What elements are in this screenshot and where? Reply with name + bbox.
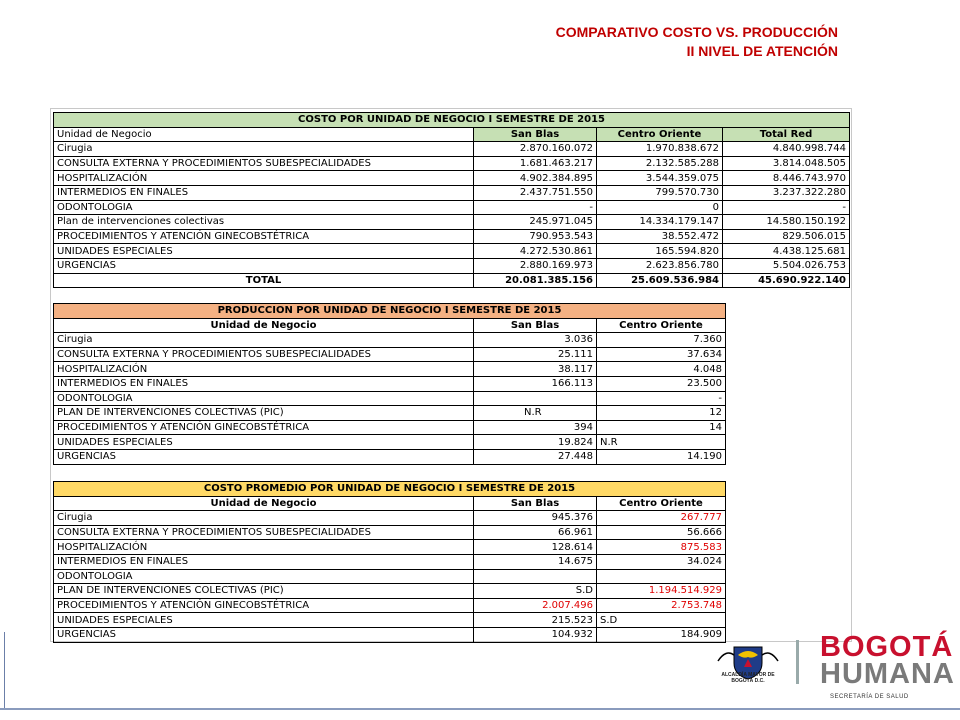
unit-cell: PROCEDIMIENTOS Y ATENCIÓN GINECOBSTÉTRICA — [54, 420, 474, 435]
san-blas-cell: - — [474, 200, 597, 215]
san-blas-cell — [474, 569, 597, 584]
table-row — [54, 569, 726, 584]
total-red-cell: 5.504.026.753 — [723, 258, 850, 273]
table-row — [54, 171, 850, 186]
total-red-cell: 4.438.125.681 — [723, 244, 850, 259]
unit-cell: ODONTOLOGIA — [54, 391, 474, 406]
total-red-cell: - — [723, 200, 850, 215]
san-blas-cell: 215.523 — [474, 613, 597, 628]
unit-cell: URGENCIAS — [54, 258, 474, 273]
centro-oriente-cell: 2.753.748 — [597, 598, 726, 613]
centro-oriente-cell: 267.777 — [597, 511, 726, 526]
table-row — [54, 435, 726, 450]
logo-divider — [796, 640, 799, 684]
unit-cell: CONSULTA EXTERNA Y PROCEDIMIENTOS SUBESPECIALIDADES — [54, 347, 474, 362]
san-blas-cell: 128.614 — [474, 540, 597, 555]
centro-oriente-cell: 34.024 — [597, 554, 726, 569]
produccion-table-title: PRODUCCION POR UNIDAD DE NEGOCIO I SEMESTRE DE 2015 — [54, 304, 726, 319]
san-blas-cell: 945.376 — [474, 511, 597, 526]
total-red-cell: 8.446.743.970 — [723, 171, 850, 186]
unit-cell: Cirugia — [54, 333, 474, 348]
table-row — [54, 258, 850, 273]
unit-cell: Plan de intervenciones colectivas — [54, 215, 474, 230]
total-red-cell: 14.580.150.192 — [723, 215, 850, 230]
san-blas-cell: 2.870.160.072 — [474, 142, 597, 157]
san-blas-cell: 2.437.751.550 — [474, 185, 597, 200]
table-row — [54, 200, 850, 215]
costo-table — [53, 112, 850, 288]
page-title: COMPARATIVO COSTO VS. PRODUCCIÓN — [555, 24, 838, 40]
table-row — [54, 142, 850, 157]
table-row — [54, 391, 726, 406]
centro-oriente-cell: 165.594.820 — [597, 244, 723, 259]
column-header-unit: Unidad de Negocio — [54, 318, 474, 333]
centro-oriente-cell: 1.970.838.672 — [597, 142, 723, 157]
san-blas-cell: 2.880.169.973 — [474, 258, 597, 273]
total-row — [54, 273, 850, 288]
centro-oriente-cell: 184.909 — [597, 627, 726, 642]
table-row — [54, 362, 726, 377]
san-blas-cell: 27.448 — [474, 449, 597, 464]
san-blas-cell: 66.961 — [474, 525, 597, 540]
total-red: 45.690.922.140 — [723, 273, 850, 288]
san-blas-cell: 1.681.463.217 — [474, 156, 597, 171]
centro-oriente-cell: 14.190 — [597, 449, 726, 464]
centro-oriente-cell: 2.623.856.780 — [597, 258, 723, 273]
table-row — [54, 244, 850, 259]
centro-oriente-cell: 37.634 — [597, 347, 726, 362]
unit-cell: HOSPITALIZACIÓN — [54, 171, 474, 186]
unit-cell: PLAN DE INTERVENCIONES COLECTIVAS (PIC) — [54, 584, 474, 599]
centro-oriente-cell: 875.583 — [597, 540, 726, 555]
costo-table-title: COSTO POR UNIDAD DE NEGOCIO I SEMESTRE DE 2015 — [54, 113, 850, 128]
left-border-line — [4, 632, 5, 708]
san-blas-cell: 394 — [474, 420, 597, 435]
table-row — [54, 156, 850, 171]
unit-cell: PROCEDIMIENTOS Y ATENCIÓN GINECOBSTÉTRICA — [54, 229, 474, 244]
column-header-centro-oriente: Centro Oriente — [597, 127, 723, 142]
san-blas-cell: 104.932 — [474, 627, 597, 642]
unit-cell: PROCEDIMIENTOS Y ATENCIÓN GINECOBSTÉTRICA — [54, 598, 474, 613]
total-red-cell: 4.840.998.744 — [723, 142, 850, 157]
total-centro-oriente: 25.609.536.984 — [597, 273, 723, 288]
centro-oriente-cell: - — [597, 391, 726, 406]
column-header-unit: Unidad de Negocio — [54, 496, 474, 511]
unit-cell: INTERMEDIOS EN FINALES — [54, 376, 474, 391]
centro-oriente-cell: 38.552.472 — [597, 229, 723, 244]
unit-cell: ODONTOLOGIA — [54, 569, 474, 584]
table-row — [54, 511, 726, 526]
san-blas-cell: 3.036 — [474, 333, 597, 348]
table-row — [54, 540, 726, 555]
centro-oriente-cell: 7.360 — [597, 333, 726, 348]
centro-oriente-cell: 799.570.730 — [597, 185, 723, 200]
unit-cell: PLAN DE INTERVENCIONES COLECTIVAS (PIC) — [54, 406, 474, 421]
san-blas-cell: 19.824 — [474, 435, 597, 450]
table-row — [54, 333, 726, 348]
centro-oriente-cell: 23.500 — [597, 376, 726, 391]
unit-cell: UNIDADES ESPECIALES — [54, 613, 474, 628]
san-blas-cell: 245.971.045 — [474, 215, 597, 230]
total-red-cell: 3.237.322.280 — [723, 185, 850, 200]
unit-cell: Cirugia — [54, 511, 474, 526]
san-blas-cell: N.R — [474, 406, 597, 421]
san-blas-cell — [474, 391, 597, 406]
centro-oriente-cell: 2.132.585.288 — [597, 156, 723, 171]
brand-bogota: BOGOTÁ — [820, 631, 954, 663]
unit-cell: HOSPITALIZACIÓN — [54, 540, 474, 555]
centro-oriente-cell: 0 — [597, 200, 723, 215]
centro-oriente-cell: 14.334.179.147 — [597, 215, 723, 230]
table-row — [54, 525, 726, 540]
table-row — [54, 613, 726, 628]
unit-cell: HOSPITALIZACIÓN — [54, 362, 474, 377]
costo-table-body — [54, 113, 850, 288]
san-blas-cell: 38.117 — [474, 362, 597, 377]
table-row — [54, 449, 726, 464]
centro-oriente-cell: 12 — [597, 406, 726, 421]
unit-cell: CONSULTA EXTERNA Y PROCEDIMIENTOS SUBESPECIALIDADES — [54, 525, 474, 540]
produccion-table — [53, 303, 726, 465]
table-row — [54, 215, 850, 230]
column-header-san-blas: San Blas — [474, 496, 597, 511]
costo-promedio-table — [53, 481, 726, 643]
san-blas-cell: 2.007.496 — [474, 598, 597, 613]
produccion-table-body — [54, 304, 726, 465]
table-row — [54, 627, 726, 642]
unit-cell: UNIDADES ESPECIALES — [54, 244, 474, 259]
column-header-total-red: Total Red — [723, 127, 850, 142]
table-row — [54, 554, 726, 569]
san-blas-cell: S.D — [474, 584, 597, 599]
column-header-centro-oriente: Centro Oriente — [597, 318, 726, 333]
san-blas-cell: 166.113 — [474, 376, 597, 391]
san-blas-cell: 25.111 — [474, 347, 597, 362]
unit-cell: INTERMEDIOS EN FINALES — [54, 554, 474, 569]
table-row — [54, 406, 726, 421]
unit-cell: URGENCIAS — [54, 627, 474, 642]
total-san-blas: 20.081.385.156 — [474, 273, 597, 288]
centro-oriente-cell — [597, 569, 726, 584]
bottom-border-line — [0, 708, 960, 710]
table-row — [54, 420, 726, 435]
san-blas-cell: 4.272.530.861 — [474, 244, 597, 259]
centro-oriente-cell: S.D — [597, 613, 726, 628]
centro-oriente-cell: 3.544.359.075 — [597, 171, 723, 186]
table-row — [54, 229, 850, 244]
secretaria-label: SECRETARÍA DE SALUD — [830, 694, 909, 700]
column-header-centro-oriente: Centro Oriente — [597, 496, 726, 511]
unit-cell: CONSULTA EXTERNA Y PROCEDIMIENTOS SUBESPECIALIDADES — [54, 156, 474, 171]
total-red-cell: 3.814.048.505 — [723, 156, 850, 171]
table-row — [54, 598, 726, 613]
centro-oriente-cell: 14 — [597, 420, 726, 435]
table-row — [54, 185, 850, 200]
san-blas-cell: 4.902.384.895 — [474, 171, 597, 186]
san-blas-cell: 14.675 — [474, 554, 597, 569]
unit-cell: INTERMEDIOS EN FINALES — [54, 185, 474, 200]
unit-cell: ODONTOLOGIA — [54, 200, 474, 215]
table-row — [54, 347, 726, 362]
centro-oriente-cell: N.R — [597, 435, 726, 450]
column-header-san-blas: San Blas — [474, 318, 597, 333]
alcaldia-label: ALCALDÍA MAYOR DE BOGOTÁ D.C. — [721, 672, 775, 684]
total-red-cell: 829.506.015 — [723, 229, 850, 244]
table-row — [54, 376, 726, 391]
brand-humana: HUMANA — [820, 658, 955, 690]
table-row — [54, 584, 726, 599]
centro-oriente-cell: 4.048 — [597, 362, 726, 377]
unit-cell: Cirugia — [54, 142, 474, 157]
costo-promedio-table-title: COSTO PROMEDIO POR UNIDAD DE NEGOCIO I SEMESTRE DE 2015 — [54, 482, 726, 497]
san-blas-cell: 790.953.543 — [474, 229, 597, 244]
costo-promedio-table-body — [54, 482, 726, 643]
page-subtitle: II NIVEL DE ATENCIÓN — [686, 43, 838, 59]
centro-oriente-cell: 1.194.514.929 — [597, 584, 726, 599]
column-header-san-blas: San Blas — [474, 127, 597, 142]
total-label: TOTAL — [54, 273, 474, 288]
column-header-unit: Unidad de Negocio — [54, 127, 474, 142]
unit-cell: URGENCIAS — [54, 449, 474, 464]
centro-oriente-cell: 56.666 — [597, 525, 726, 540]
unit-cell: UNIDADES ESPECIALES — [54, 435, 474, 450]
